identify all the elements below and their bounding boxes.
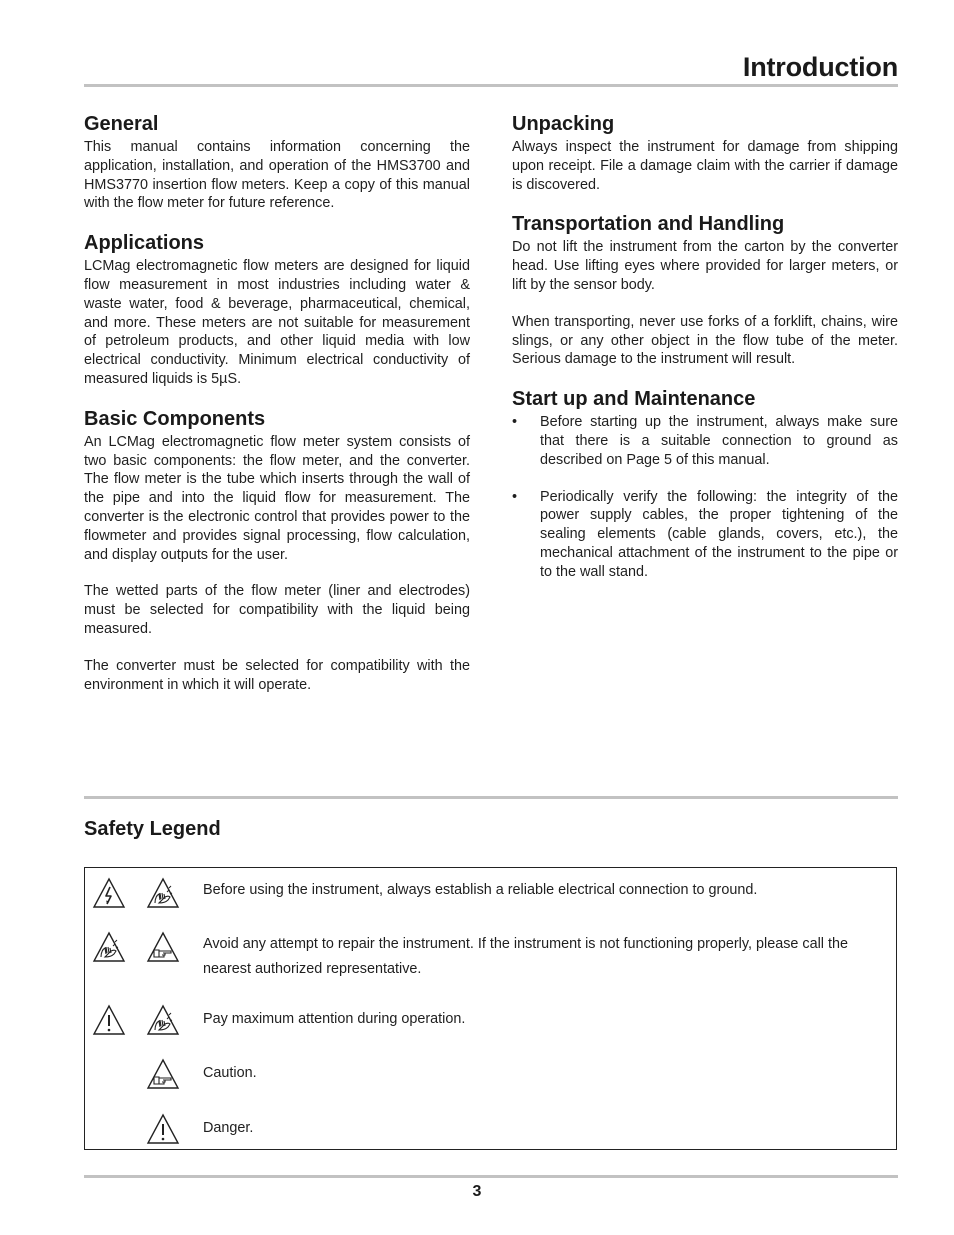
basic-components-section — [84, 407, 470, 695]
left-column — [84, 112, 470, 712]
startup-section — [512, 387, 898, 581]
bullet-text: Periodically verify the following: the integrity of the power supply cables, the proper tightening of the sealing elements (cable glands, covers, etc.), the mechanical attachment of the instrument to the pipe or to the wall stand. — [540, 488, 898, 580]
transportation-section — [512, 212, 898, 369]
bullet-icon: • — [512, 488, 518, 505]
startup-heading: Start up and Maintenance — [512, 388, 756, 411]
header-divider — [84, 84, 898, 87]
general-paragraph: This manual contains information concerning the application, installation, and operation of the HMS3700 and HMS3770 insertion flow meters. Keep a copy of this manual with the flow meter for future reference. — [84, 139, 470, 212]
exclamation-danger-icon — [91, 1003, 127, 1037]
legend-text: Danger. — [203, 1120, 254, 1136]
page-number: 3 — [472, 1183, 482, 1200]
legend-text: Caution. — [203, 1065, 257, 1081]
pointing-hand-caution-icon — [145, 1057, 181, 1091]
applications-paragraph: LCMag electromagnetic flow meters are designed for liquid flow measurement in most industries including water & waste water, food & beverage, pharmaceutical, chemical, and more. These meters are not suitable for measurement of petroleum products, and other liquid media with low electrical conductivity. Minimum electrical conductivity of measured liquids is 5µS. — [84, 258, 470, 387]
applications-heading: Applications — [84, 232, 205, 255]
unpacking-paragraph: Always inspect the instrument for damage from shipping upon receipt. File a damage claim with the carrier if damage is discovered. — [512, 139, 898, 193]
legend-text: Before using the instrument, always establish a reliable electrical connection to ground. — [203, 882, 758, 898]
basic-components-paragraph-2: The wetted parts of the flow meter (liner and electrodes) must be selected for compatibility with the liquid being measured. — [84, 583, 470, 637]
applications-section — [84, 231, 470, 389]
pointing-hand-caution-icon — [145, 930, 181, 964]
unpacking-heading: Unpacking — [512, 113, 615, 135]
transportation-paragraph-2: When transporting, never use forks of a forklift, chains, wire slings, or any other object in the flow tube of the meter. Serious damage to the instrument will result. — [512, 313, 898, 368]
transportation-heading: Transportation and Handling — [512, 213, 785, 236]
section-divider — [84, 796, 898, 799]
electrical-hazard-icon — [91, 876, 127, 910]
footer-divider — [84, 1175, 898, 1178]
legend-text: Pay maximum attention during operation. — [203, 1011, 466, 1027]
general-section — [84, 112, 470, 213]
safety-legend-heading: Safety Legend — [84, 818, 221, 840]
hand-warning-icon — [145, 1003, 181, 1037]
bullet-text: Before starting up the instrument, always make sure that there is a suitable connection to ground as described on Page 5 of this manual. — [540, 414, 898, 468]
transportation-paragraph-1: Do not lift the instrument from the carton by the converter head. Use lifting eyes where provided for larger meters, or lift by the sensor body. — [512, 239, 898, 293]
startup-bullet-list — [512, 413, 898, 581]
basic-components-heading: Basic Components — [84, 407, 266, 430]
list-item — [512, 413, 898, 469]
unpacking-section — [512, 112, 898, 194]
hand-warning-icon — [91, 930, 127, 964]
legend-text: Avoid any attempt to repair the instrument. If the instrument is not functioning properly, please call the nearest authorized representative. — [203, 936, 848, 977]
exclamation-danger-icon — [145, 1112, 181, 1146]
basic-components-paragraph-3: The converter must be selected for compatibility with the environment in which it will operate. — [84, 657, 470, 693]
safety-legend-table — [84, 867, 897, 1150]
list-item — [512, 488, 898, 582]
bullet-icon: • — [512, 414, 518, 431]
page-title: Introduction — [742, 52, 898, 82]
basic-components-paragraph-1: An LCMag electromagnetic flow meter system consists of two basic components: the flow meter, and the converter. The flow meter is the tube which inserts through the wall of the pipe and into the liquid flow for measurement. The converter is the electronic control that provides power to the flowmeter and provides signal processing, flow calculation, and display outputs for the user. — [84, 433, 470, 563]
general-heading: General — [84, 113, 159, 135]
hand-warning-icon — [145, 876, 181, 910]
right-column — [512, 112, 898, 600]
